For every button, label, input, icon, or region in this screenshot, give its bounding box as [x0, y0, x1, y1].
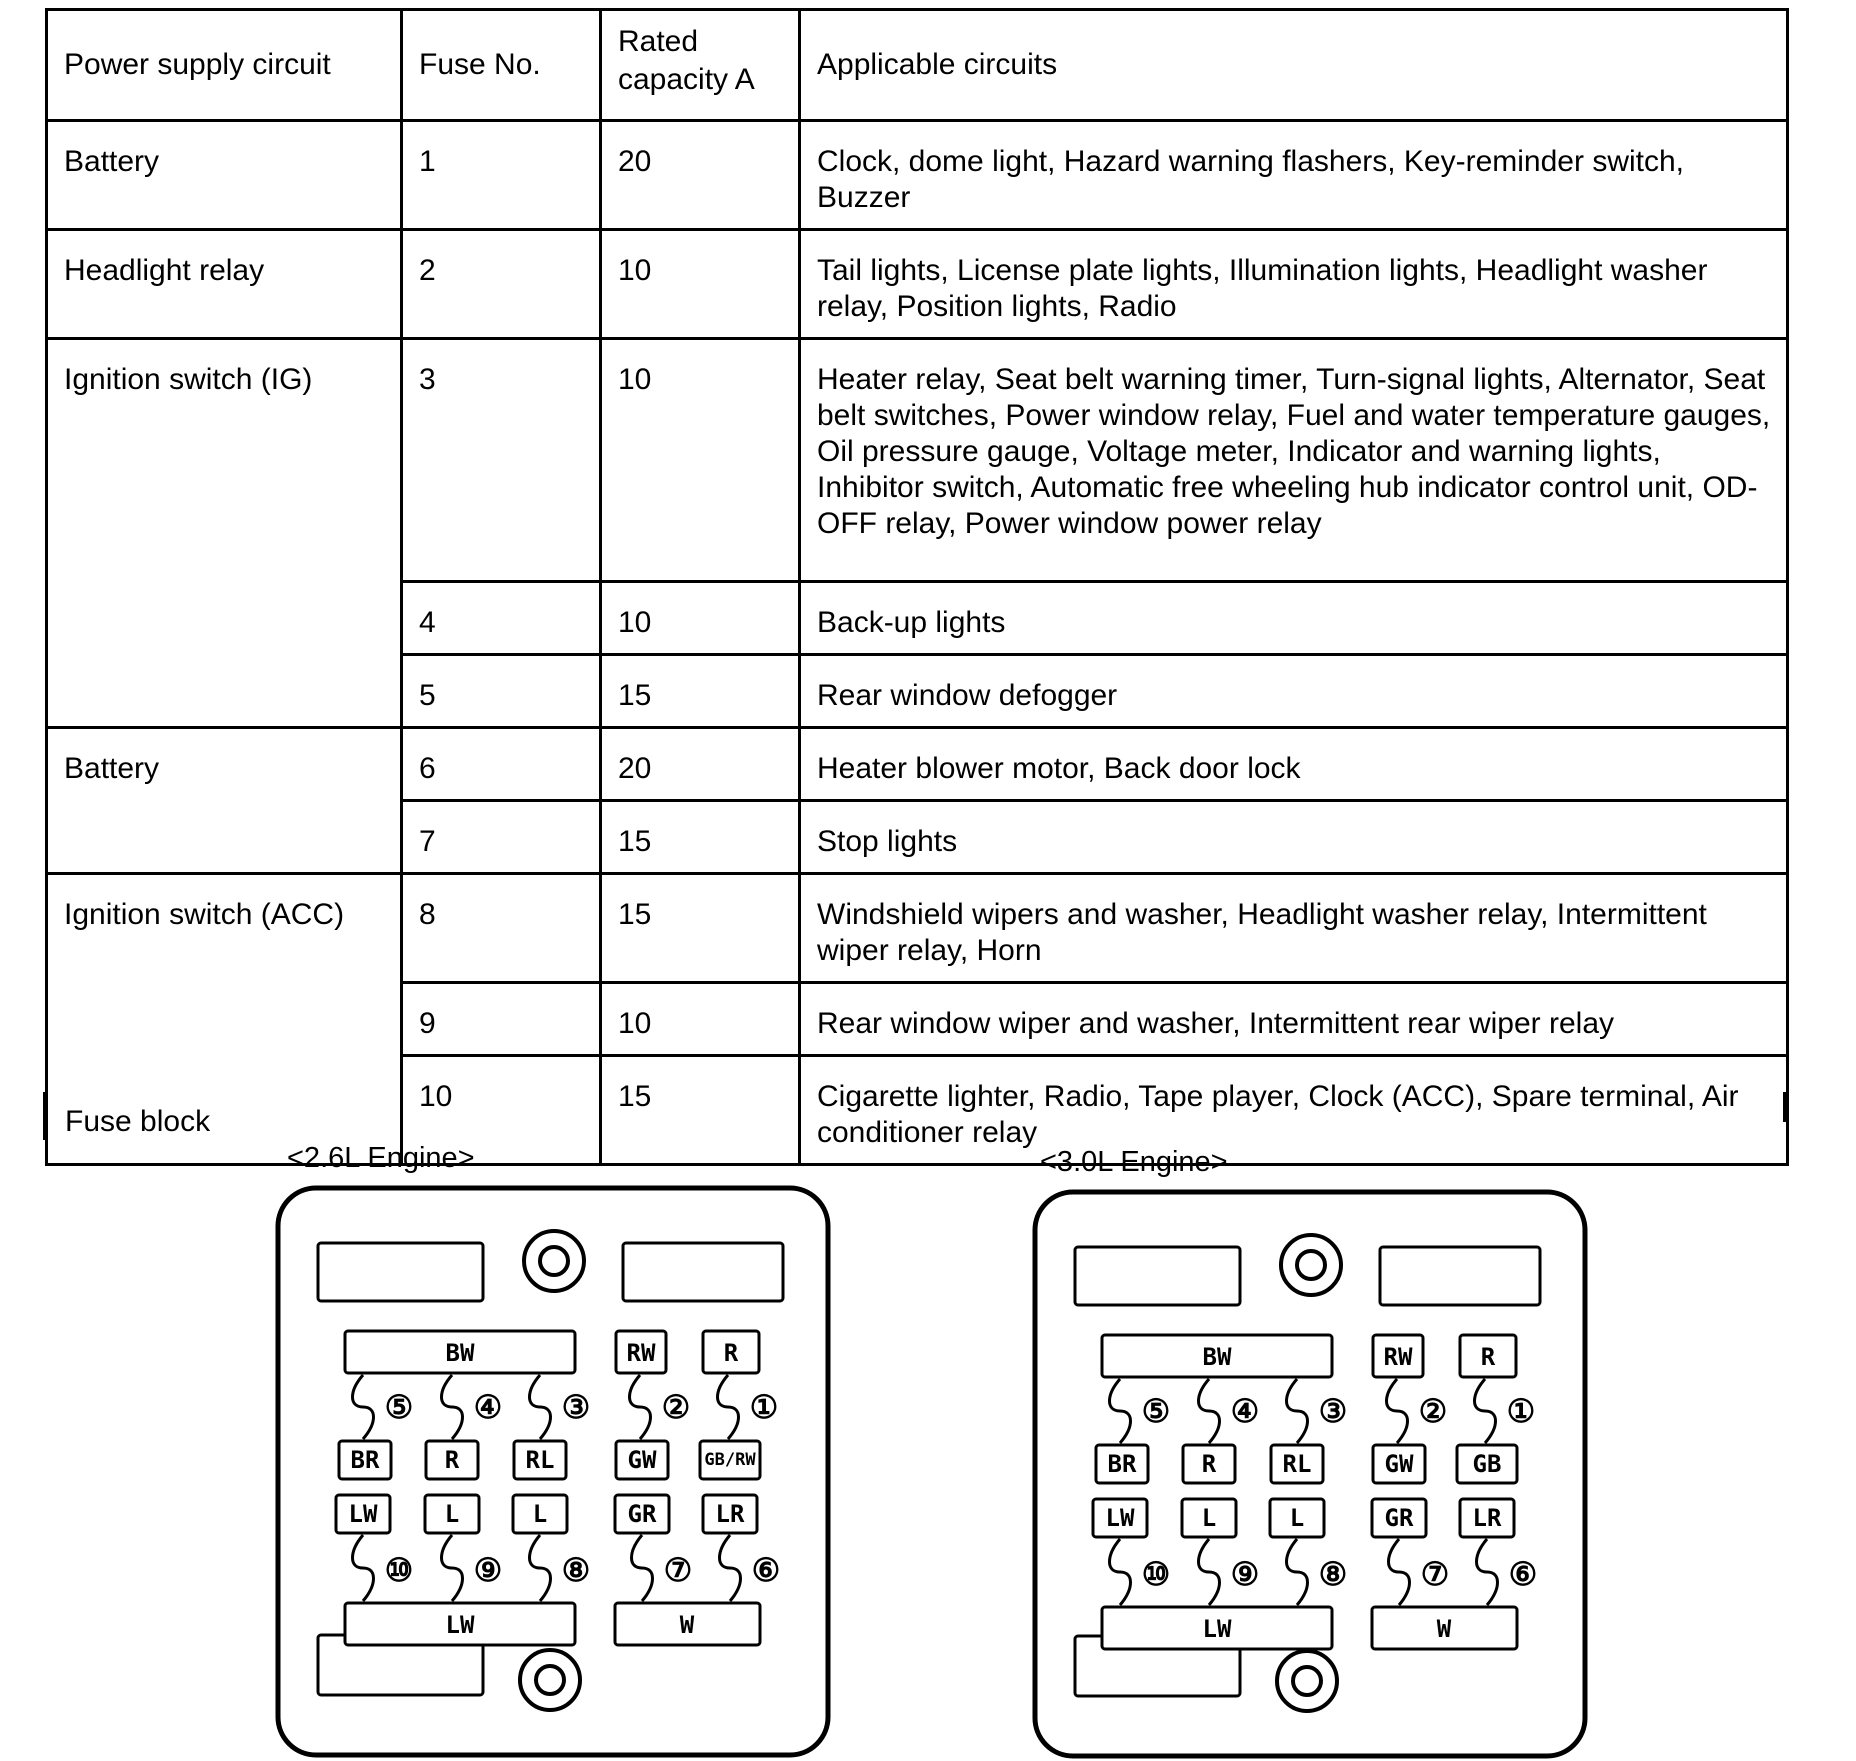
terminal-mid-bottom-label: LW — [348, 1500, 378, 1528]
screw-hole-icon — [540, 1247, 568, 1275]
circuits-cell: Heater blower motor, Back door lock — [800, 728, 1788, 801]
fuse-table — [45, 8, 1789, 1166]
capacity-cell: 10 — [601, 983, 800, 1056]
circuits-cell: Cigarette lighter, Radio, Tape player, Clock (ACC), Spare terminal, Air conditioner relay — [800, 1056, 1788, 1165]
table-row — [47, 121, 1788, 230]
fuse-number: ⑥ — [751, 1551, 781, 1589]
fuse-number: ① — [749, 1388, 779, 1426]
fuse-cell: 1 — [402, 121, 601, 230]
table-row — [47, 728, 1788, 801]
capacity-cell: 10 — [601, 230, 800, 339]
fuse-number: ③ — [561, 1388, 591, 1426]
terminal-mid-bottom-label: L — [444, 1500, 460, 1528]
terminal-mid-bottom-label: LR — [1472, 1504, 1502, 1532]
supply-cell: Headlight relay — [47, 230, 402, 339]
header-fuse-no: Fuse No. — [402, 10, 601, 121]
mounting-tab-top-right — [623, 1243, 783, 1301]
screw-hole-icon — [536, 1666, 564, 1694]
top-bus-label: BW — [1202, 1343, 1232, 1371]
fuse-cell: 2 — [402, 230, 601, 339]
fuse-number: ⑨ — [473, 1551, 503, 1589]
circuits-cell: Windshield wipers and washer, Headlight washer relay, Intermittent wiper relay, Horn — [800, 874, 1788, 983]
fuse-number: ⑥ — [1508, 1555, 1538, 1593]
fuse-cell: 5 — [402, 655, 601, 728]
terminal-mid-top-label: GB — [1472, 1450, 1502, 1478]
terminal-mid-bottom-label: L — [1201, 1504, 1217, 1532]
circuits-cell: Clock, dome light, Hazard warning flashers, Key-reminder switch, Buzzer — [800, 121, 1788, 230]
terminal-mid-top-label: GW — [1384, 1450, 1414, 1478]
bottom-bus-right-label: W — [679, 1611, 695, 1639]
circuits-cell: Heater relay, Seat belt warning timer, Turn-signal lights, Alternator, Seat belt switches, Power window relay, Fuel and water temperature gauges, Oil pressure gauge, Voltage meter, Indicator and warning lights, Inhibitor switch, Automatic free wheeling hub indicator control unit, OD-OFF relay, Power window power relay — [800, 339, 1788, 582]
fuse-cell: 9 — [402, 983, 601, 1056]
fuse-cell: 7 — [402, 801, 601, 874]
terminal-mid-top-label: BR — [1107, 1450, 1137, 1478]
terminal-top-right-2-label: R — [1480, 1343, 1496, 1371]
terminal-mid-bottom-label: LW — [1105, 1504, 1135, 1532]
circuits-cell: Back-up lights — [800, 582, 1788, 655]
fuse-number: ⑩ — [1141, 1555, 1171, 1593]
screw-hole-icon — [1293, 1667, 1321, 1695]
engine-label-3-0l: <3.0L Engine> — [1040, 1146, 1228, 1178]
circuits-cell: Rear window defogger — [800, 655, 1788, 728]
terminal-mid-top-label: GW — [627, 1446, 657, 1474]
circuits-cell: Rear window wiper and washer, Intermittent rear wiper relay — [800, 983, 1788, 1056]
fuse-cell: 10 — [402, 1056, 601, 1165]
header-applicable-circuits: Applicable circuits — [800, 10, 1788, 121]
terminal-mid-bottom-label: L — [1289, 1504, 1305, 1532]
fuse-number: ⑦ — [663, 1551, 693, 1589]
circuits-cell: Stop lights — [800, 801, 1788, 874]
header-power-supply: Power supply circuit — [47, 10, 402, 121]
fuse-number: ① — [1506, 1392, 1536, 1430]
terminal-mid-top-label: R — [444, 1446, 460, 1474]
capacity-cell: 20 — [601, 728, 800, 801]
terminal-top-right-1-label: RW — [1383, 1343, 1413, 1371]
fuse-number: ② — [1418, 1392, 1448, 1430]
table-row — [47, 230, 1788, 339]
mounting-tab-top-left — [318, 1243, 483, 1301]
top-bus-label: BW — [445, 1339, 475, 1367]
fuse-cell: 4 — [402, 582, 601, 655]
table-right-border — [1783, 1092, 1786, 1122]
fuse-number: ④ — [1230, 1392, 1260, 1430]
capacity-cell: 10 — [601, 582, 800, 655]
table-row — [47, 874, 1788, 983]
capacity-cell: 15 — [601, 801, 800, 874]
fuse-block-diagram-3-0l — [1032, 1189, 1592, 1761]
fuse-number: ⑧ — [1318, 1555, 1348, 1593]
fuse-number: ⑦ — [1420, 1555, 1450, 1593]
fuse-number: ⑤ — [1141, 1392, 1171, 1430]
terminal-mid-bottom-label: GR — [627, 1500, 657, 1528]
supply-cell: Ignition switch (ACC) — [47, 874, 402, 1165]
bottom-bus-right-label: W — [1436, 1615, 1452, 1643]
fuse-number: ④ — [473, 1388, 503, 1426]
supply-cell: Battery — [47, 121, 402, 230]
terminal-mid-top-label: RL — [525, 1446, 555, 1474]
supply-cell: Ignition switch (IG) — [47, 339, 402, 728]
terminal-mid-top-label: GB/RW — [704, 1450, 756, 1470]
fuse-cell: 8 — [402, 874, 601, 983]
bottom-bus-label: LW — [1202, 1615, 1232, 1643]
mounting-tab-top-right — [1380, 1247, 1540, 1305]
fuse-number: ⑨ — [1230, 1555, 1260, 1593]
terminal-mid-top-label: R — [1201, 1450, 1217, 1478]
screw-hole-icon — [1297, 1251, 1325, 1279]
capacity-cell: 10 — [601, 339, 800, 582]
fuse-block-diagram-2-6l — [275, 1185, 835, 1760]
terminal-mid-top-label: BR — [350, 1446, 380, 1474]
terminal-top-right-2-label: R — [723, 1339, 739, 1367]
fuse-cell: 6 — [402, 728, 601, 801]
bottom-bus-label: LW — [445, 1611, 475, 1639]
fuse-number: ③ — [1318, 1392, 1348, 1430]
capacity-cell: 15 — [601, 874, 800, 983]
mounting-tab-top-left — [1075, 1247, 1240, 1305]
table-header-row — [47, 10, 1788, 121]
fuse-cell: 3 — [402, 339, 601, 582]
fuse-number: ⑤ — [384, 1388, 414, 1426]
circuits-cell: Tail lights, License plate lights, Illumination lights, Headlight washer relay, Position lights, Radio — [800, 230, 1788, 339]
terminal-mid-top-label: RL — [1282, 1450, 1312, 1478]
terminal-mid-bottom-label: GR — [1384, 1504, 1414, 1532]
fuse-block-label: Fuse block — [65, 1105, 211, 1138]
supply-cell: Battery — [47, 728, 402, 874]
terminal-mid-bottom-label: L — [532, 1500, 548, 1528]
terminal-mid-bottom-label: LR — [715, 1500, 745, 1528]
capacity-cell: 15 — [601, 655, 800, 728]
terminal-top-right-1-label: RW — [626, 1339, 656, 1367]
table-left-border — [43, 1092, 46, 1140]
fuse-number: ② — [661, 1388, 691, 1426]
fuse-number: ⑩ — [384, 1551, 414, 1589]
table-row — [47, 339, 1788, 582]
header-rated-capacity: Rated capacity A — [601, 10, 800, 121]
engine-label-2-6l: <2.6L Engine> — [287, 1142, 475, 1174]
capacity-cell: 20 — [601, 121, 800, 230]
fuse-number: ⑧ — [561, 1551, 591, 1589]
capacity-cell: 15 — [601, 1056, 800, 1165]
